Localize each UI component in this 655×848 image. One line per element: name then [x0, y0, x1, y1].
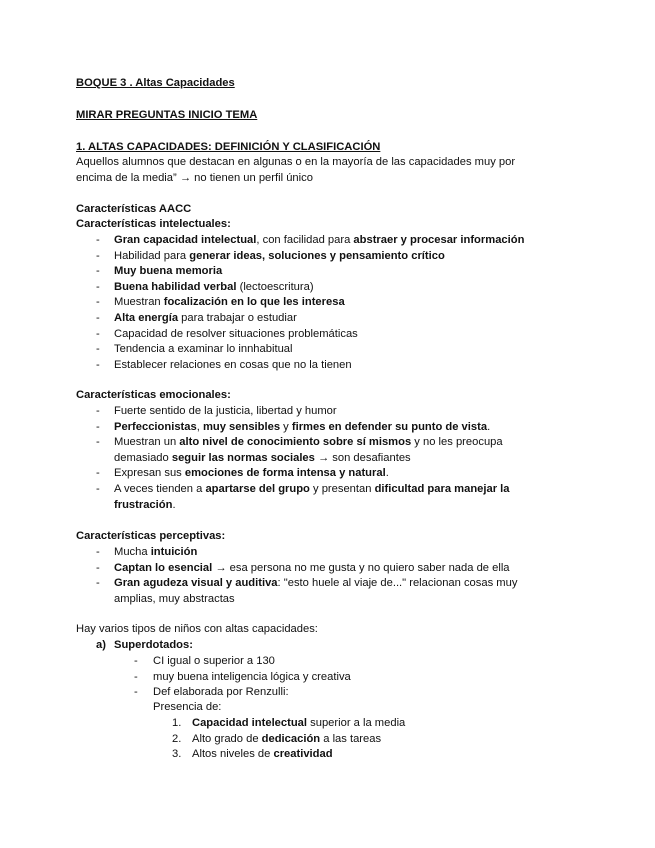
list-item [114, 420, 490, 435]
text-segment: y no les preocupa [411, 436, 503, 449]
text-segment: seguir las normas sociales [171, 451, 315, 464]
text-segment: creatividad [273, 748, 333, 761]
bullet-dash: - [96, 249, 100, 262]
text-segment: firmes en defender su punto de vista [291, 420, 488, 433]
text-segment: Perfeccionistas [114, 420, 197, 433]
text-segment: Expresan sus [114, 467, 185, 480]
text-segment: y [280, 420, 292, 433]
list-item [114, 451, 411, 466]
text-segment: Gran agudeza visual y auditiva [114, 577, 278, 590]
bullet-dash: - [134, 670, 138, 683]
text-segment: , [196, 420, 203, 433]
list-item [114, 280, 314, 295]
list-item [114, 466, 389, 481]
bullet-dash: - [96, 483, 100, 495]
numbered-item [192, 716, 405, 731]
text-segment: Alto grado de [192, 732, 262, 745]
document-title: BOQUE 3 . Altas Capacidades [76, 77, 235, 89]
list-number: 3. [172, 748, 182, 761]
bullet-dash: - [96, 343, 100, 356]
bullet-dash: - [96, 296, 100, 309]
emotional-title: Características emocionales: [76, 389, 231, 401]
types-intro: Hay varios tipos de niños con altas capacidades: [76, 623, 318, 635]
list-item [114, 404, 337, 419]
text-segment: emociones de forma intensa y natural [184, 467, 386, 480]
text-segment: Capacidad intelectual [192, 717, 308, 729]
list-item [114, 358, 352, 373]
text-segment: : "esto huele al viaje de..." relacionan cosas muy [277, 577, 518, 590]
text-segment: Capacidad de resolver situaciones problemáticas [114, 327, 358, 340]
bullet-dash: - [96, 405, 100, 417]
list-item [114, 545, 197, 560]
text-segment: alto nivel de conocimiento sobre sí mismos [179, 436, 412, 449]
text-segment: para trabajar o estudiar [178, 312, 297, 324]
presence-label: Presencia de: [153, 701, 222, 713]
intro-text-line-1: Aquellos alumnos que destacan en algunas o en la mayoría de las capacidades muy por [76, 156, 516, 168]
section-heading: 1. ALTAS CAPACIDADES: DEFINICIÓN Y CLASIFICACIÓN [76, 141, 381, 153]
bullet-dash: - [96, 280, 100, 293]
text-segment: superior a la media [307, 717, 406, 729]
text-segment: Establecer relaciones en cosas que no la tienen [114, 358, 352, 371]
bullet-dash: - [96, 420, 100, 433]
list-number: 2. [172, 732, 182, 745]
intro-text-line-2: encima de la media” → no tienen un perfil único [76, 172, 313, 184]
list-item [114, 264, 222, 279]
bullet-dash: - [96, 312, 100, 324]
bullet-dash: - [96, 327, 100, 340]
intellectual-title: Características intelectuales: [76, 218, 231, 230]
bullet-dash: - [96, 546, 100, 558]
text-segment: amplias, muy abstractas [114, 592, 235, 605]
list-item [114, 327, 358, 342]
text-segment: Gran capacidad intelectual [114, 234, 257, 246]
text-segment: A veces tienden a [114, 483, 206, 495]
list-item [114, 482, 510, 497]
text-segment: Muy buena memoria [114, 265, 223, 278]
list-item [114, 342, 293, 357]
text-segment: Altos niveles de [192, 748, 274, 761]
list-item [114, 561, 510, 576]
list-item: CI igual o superior a 130 [153, 655, 275, 667]
numbered-item [192, 732, 381, 747]
text-segment: , con facilidad para [256, 234, 354, 246]
list-item [114, 233, 524, 248]
reminder-note: MIRAR PREGUNTAS INICIO TEMA [76, 109, 258, 121]
text-segment: (lectoescritura) [236, 280, 314, 293]
list-item: Def elaborada por Renzulli: [153, 686, 289, 699]
text-segment: Buena habilidad verbal [114, 280, 237, 293]
text-segment: dificultad para manejar la [374, 483, 510, 495]
bullet-dash: - [134, 655, 138, 667]
text-segment: demasiado [114, 451, 172, 464]
bullet-dash: - [96, 561, 100, 574]
text-segment: muy sensibles [202, 420, 281, 433]
text-segment: Tendencia a examinar lo innhabitual [114, 343, 293, 356]
text-segment: dedicación [261, 732, 321, 745]
text-segment: Habilidad para [114, 249, 190, 262]
type-a-title: Superdotados: [114, 639, 193, 651]
bullet-dash: - [134, 686, 138, 699]
text-segment: → esa persona no me gusta y no quiero saber nada de ella [212, 561, 510, 574]
text-segment: abstraer y procesar información [353, 234, 525, 246]
text-segment: frustración [114, 498, 173, 511]
text-segment: Mucha [114, 546, 151, 558]
list-item [114, 295, 345, 310]
text-segment: focalización en lo que les interesa [163, 296, 345, 309]
text-segment: . [385, 467, 389, 480]
list-item [114, 311, 297, 326]
text-segment: Alta energía [114, 312, 179, 324]
list-item [114, 435, 503, 450]
perceptive-title: Características perceptivas: [76, 530, 226, 542]
text-segment: generar ideas, soluciones y pensamiento crítico [189, 249, 445, 262]
bullet-dash: - [96, 577, 100, 590]
bullet-dash: - [96, 234, 100, 246]
text-segment: Muestran [114, 296, 164, 309]
list-item [114, 249, 445, 264]
bullet-dash: - [96, 436, 100, 449]
text-segment: Captan lo esencial [114, 561, 213, 574]
text-segment: Fuerte sentido de la justicia, libertad y humor [114, 405, 337, 417]
text-segment: . [487, 420, 491, 433]
list-item [114, 498, 176, 513]
bullet-dash: - [96, 265, 100, 278]
bullet-dash: - [96, 467, 100, 480]
type-a-label: a) [96, 639, 106, 651]
bullet-dash: - [96, 358, 100, 371]
list-item [114, 592, 235, 607]
text-segment: y presentan [309, 483, 375, 495]
numbered-item [192, 747, 333, 762]
text-segment: a las tareas [320, 732, 382, 745]
text-segment: → son desafiantes [314, 451, 411, 464]
text-segment: . [172, 498, 176, 511]
text-segment: Muestran un [114, 436, 180, 449]
list-item [114, 576, 517, 591]
text-segment: apartarse del grupo [205, 483, 310, 495]
list-number: 1. [172, 717, 182, 729]
list-item: muy buena inteligencia lógica y creativa [153, 670, 351, 683]
text-segment: intuición [150, 546, 198, 558]
characteristics-title: Características AACC [76, 203, 192, 215]
